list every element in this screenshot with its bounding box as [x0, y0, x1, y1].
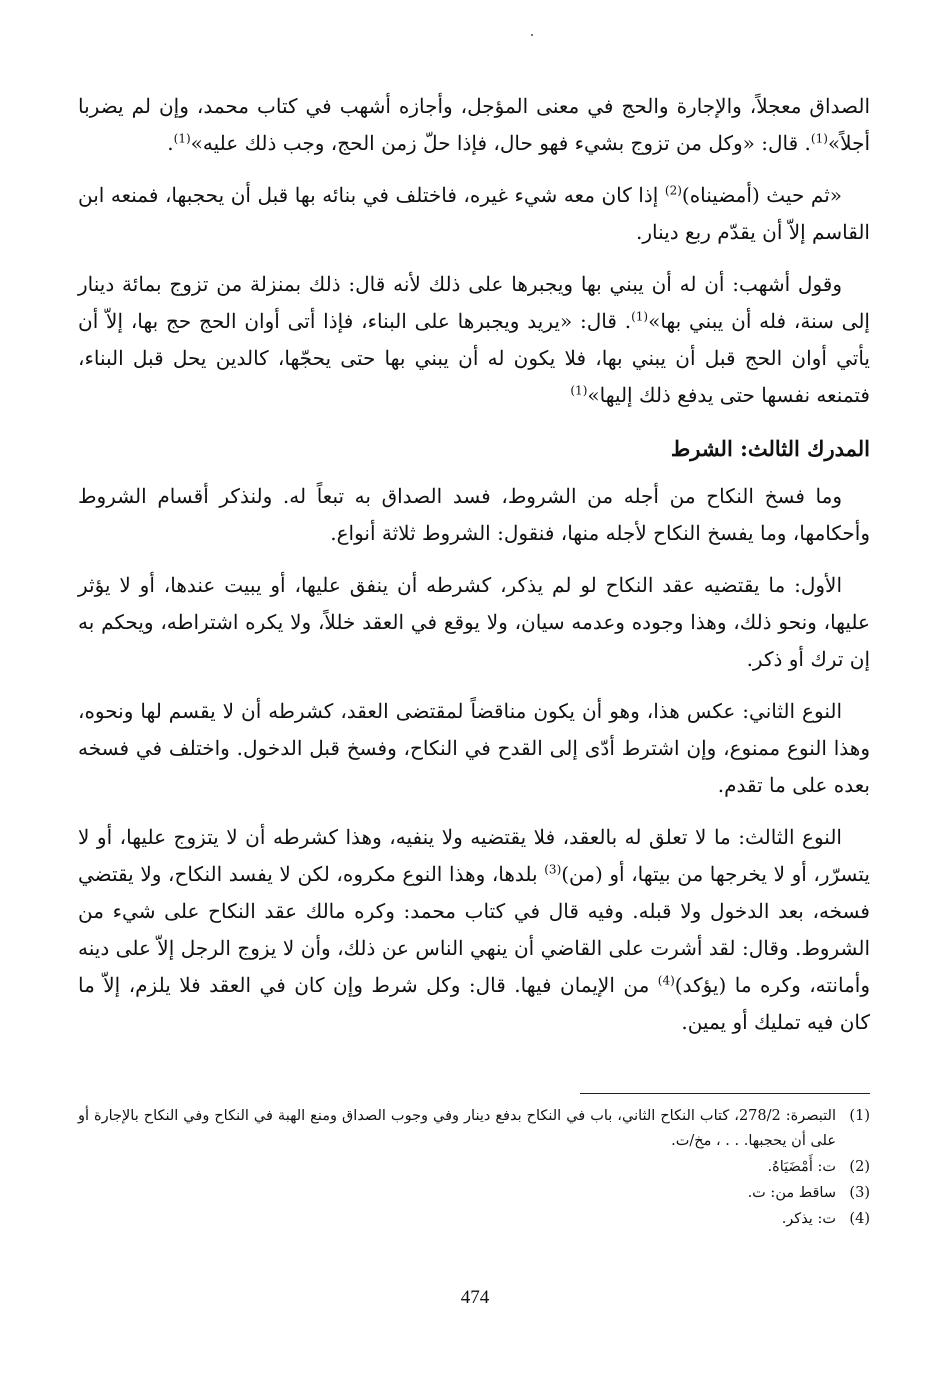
paragraph-5	[78, 567, 870, 678]
footnote-1	[78, 1104, 870, 1154]
paragraph-2	[78, 177, 870, 251]
p5-text: الأول: ما يقتضيه عقد النكاح لو لم يذكر، كشرطه أن ينفق عليها، أو يبيت عندها، أو لا يؤثر عليها، ونحو ذلك، وهذا وجوده وعدمه سيان، ولا يوقع في العقد خللاً، ولا يكره اشتراطه، ويحكم به إن ترك أو ذكر.	[78, 573, 870, 671]
footnote-text: ساقط من: ت.	[747, 1185, 836, 1201]
footnote-divider	[580, 1093, 870, 1094]
p1-text-b: . قال: «وكل من تزوج بشيء فهو حال، فإذا حلّ زمن الحج، وجب ذلك عليه»	[190, 131, 811, 155]
footnote-number: (4)	[849, 1211, 870, 1227]
footnote-ref[interactable]: (4)	[657, 973, 675, 988]
paragraph-3	[78, 266, 870, 414]
paragraph-7	[78, 819, 870, 1041]
footnotes	[78, 1104, 870, 1233]
footnote-ref[interactable]: (3)	[544, 862, 562, 877]
section-heading: المدرك الثالث: الشرط	[670, 436, 870, 461]
footnote-text: ت: يذكر.	[781, 1211, 836, 1227]
p7-text-c: من الإيمان فيها. قال: وكل شرط وإن كان في العقد فلا يلزم، إلاّ ما كان فيه تمليك أو يمين.	[78, 973, 870, 1034]
footnote-ref[interactable]: (1)	[631, 309, 649, 324]
paragraph-1	[78, 88, 870, 162]
p6-text: النوع الثاني: عكس هذا، وهو أن يكون مناقضاً لمقتضى العقد، كشرطه أن لا يقسم لها ونحوه، وهذا النوع ممنوع، وإن اشترط أدّى إلى القدح في النكاح، وفسخ قبل الدخول. واختلف في فسخه بعده على ما تقدم.	[78, 699, 870, 797]
footnote-number: (1)	[849, 1108, 870, 1124]
footnote-3	[78, 1181, 870, 1206]
p3-text-b: . قال: «يريد ويجبرها على البناء، فإذا أتى أوان الحج حج بها، إلاّ أن يأتي أوان الحج قبل أن يبني بها، فلا يكون له أن يبني بها حتى يحجّها، كالدين يحل قبل البناء، فتمنعه نفسها حتى يدفع ذلك إليها»	[78, 309, 870, 407]
footnote-number: (2)	[849, 1159, 870, 1175]
paragraph-6	[78, 693, 870, 804]
p1-text-a: الصداق معجلاً، والإجارة والحج في معنى المؤجل، وأجازه أشهب في كتاب محمد، وإن لم يضربا أجلاً»	[78, 94, 870, 155]
footnote-text: ت: أَمْضَيَاهُ.	[767, 1159, 836, 1175]
footnote-4	[78, 1207, 870, 1232]
p7-text-b: بلدها، وهذا النوع مكروه، لكن لا يفسد النكاح، ولا يقتضي فسخه، بعد الدخول ولا قبله. وفيه قال في كتاب محمد: وكره مالك عقد النكاح على شيء من الشروط. وقال: لقد أشرت على القاضي أن ينهي الناس عن ذلك، وأن لا يزوج الرجل إلاّ على دينه وأمانته، وكره ما (يؤكد)	[78, 862, 870, 997]
p1-text-c: .	[167, 131, 174, 155]
p3-text-a: وقول أشهب: أن له أن يبني بها ويجبرها على ذلك لأنه قال: ذلك بمنزلة من تزوج بمائة دينار إلى سنة، فله أن يبني بها»	[78, 272, 870, 333]
page-body	[78, 88, 870, 1056]
p2-text-b: إذا كان معه شيء غيره، فاختلف في بنائه بها قبل أن يحجبها، فمنعه ابن القاسم إلاّ أن يقدّم ربع دينار.	[78, 183, 870, 244]
page-number: 474	[460, 1287, 490, 1308]
p4-text: وما فسخ النكاح من أجله من الشروط، فسد الصداق به تبعاً له. ولنذكر أقسام الشروط وأحكامها، وما يفسخ النكاح لأجله منها، فنقول: الشروط ثلاثة أنواع.	[78, 484, 870, 545]
footnote-ref[interactable]: (2)	[664, 183, 682, 198]
footnote-number: (3)	[849, 1185, 870, 1201]
footnote-2	[78, 1155, 870, 1180]
p7-text-a: النوع الثالث: ما لا تعلق له بالعقد، فلا يقتضيه ولا ينفيه، وهذا كشرطه أن لا يتزوج عليها، أو لا يتسرّر، أو لا يخرجها من بيتها، أو (من)	[78, 825, 870, 886]
footnote-ref[interactable]: (1)	[173, 131, 191, 146]
paragraph-4	[78, 478, 870, 552]
footnote-ref[interactable]: (1)	[570, 383, 588, 398]
footnote-ref[interactable]: (1)	[810, 131, 828, 146]
scan-speck	[531, 34, 533, 36]
footnote-text: التبصرة: 278/2، كتاب النكاح الثاني، باب في النكاح بدفع دينار وفي وجوب الصداق ومنع الهبة في النكاح وفي النكاح بالإجارة أو على أن يحجبها. . . ، مخ/ت.	[78, 1108, 836, 1149]
p2-text-a: «ثم حيث (أمضيناه)	[681, 183, 842, 207]
